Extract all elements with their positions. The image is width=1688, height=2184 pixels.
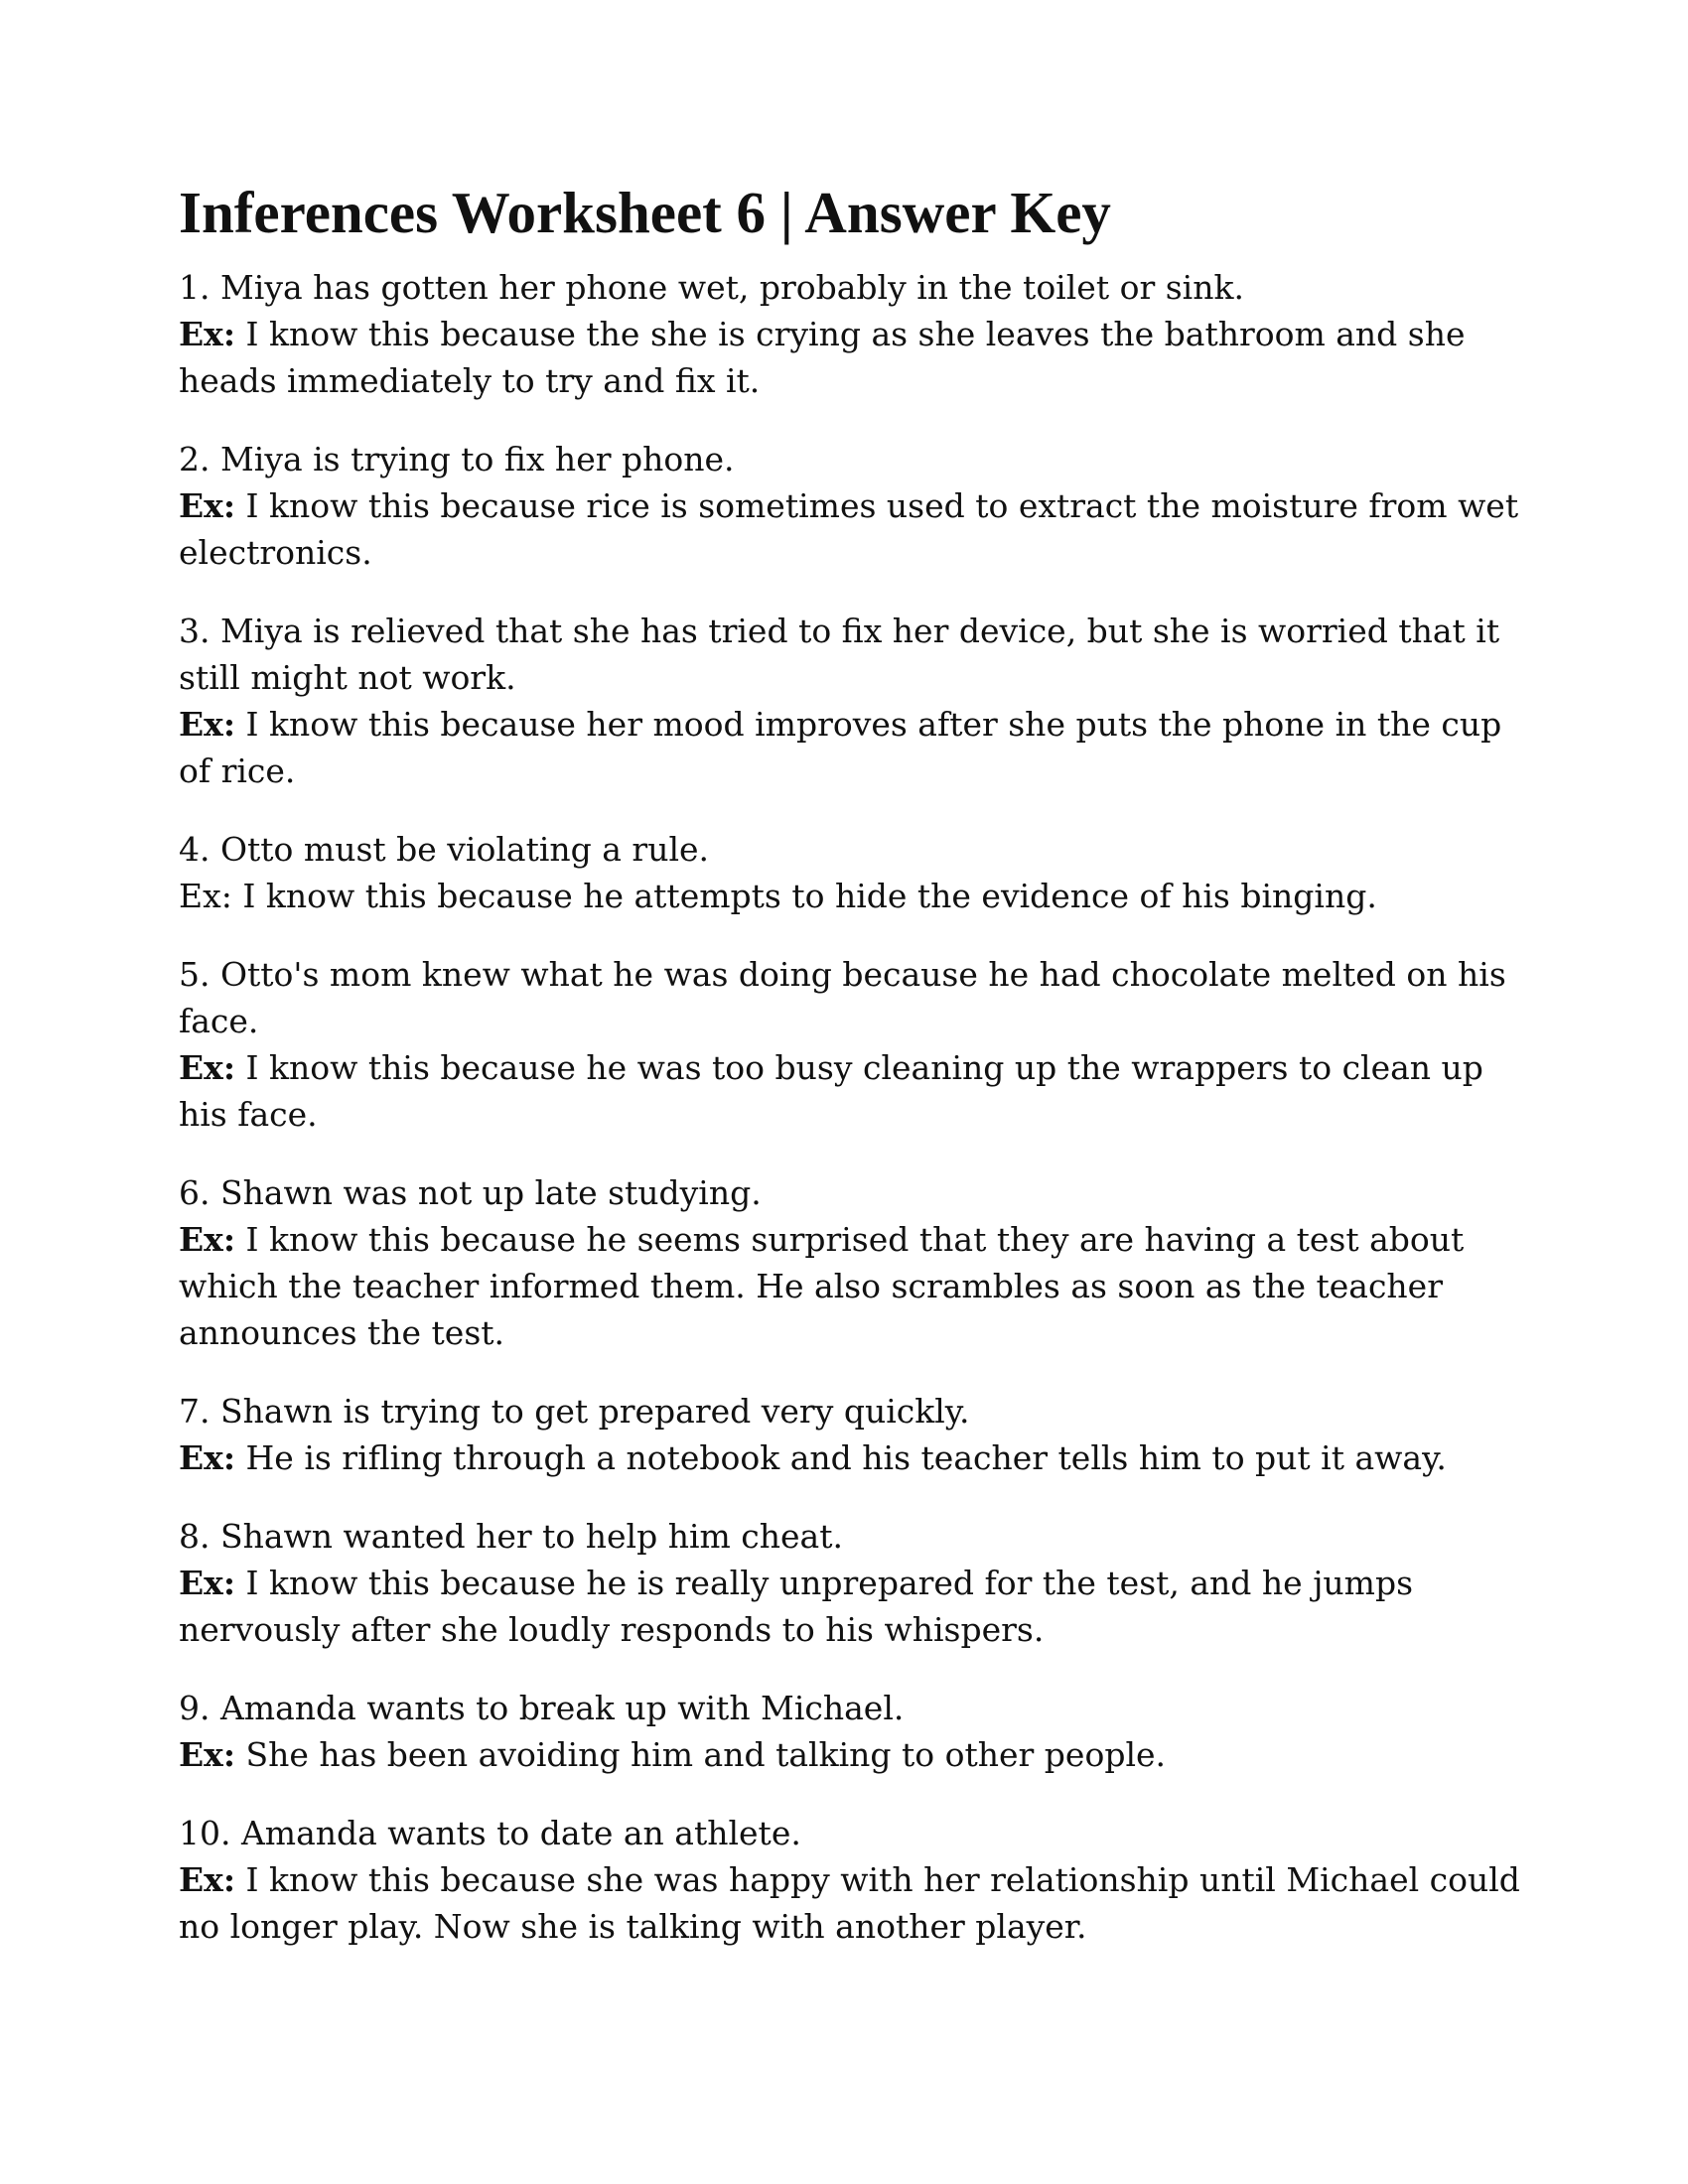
answer-item bbox=[179, 1685, 1529, 1778]
explanation-text: I know this because he is really unprepared for the test, and he jumps nervously after she loudly responds to his whispers. bbox=[179, 1564, 1414, 1649]
explanation-text: I know this because he was too busy cleaning up the wrappers to clean up his face. bbox=[179, 1048, 1483, 1134]
explanation-text: He is rifling through a notebook and his teacher tells him to put it away. bbox=[245, 1438, 1447, 1477]
ex-label: Ex: bbox=[179, 1860, 236, 1899]
explanation-text: I know this because she was happy with her relationship until Michael could no longer play. Now she is talking with another player. bbox=[179, 1860, 1520, 1946]
explanation-line bbox=[179, 482, 1529, 576]
answer-text: 3. Miya is relieved that she has tried to fix her device, but she is worried that it still might not work. bbox=[179, 612, 1500, 697]
answer-item bbox=[179, 1169, 1529, 1356]
answer-item bbox=[179, 1810, 1529, 1950]
answer-text: 4. Otto must be violating a rule. bbox=[179, 830, 710, 869]
ex-label: Ex: bbox=[179, 1438, 236, 1477]
answer-text: 9. Amanda wants to break up with Michael. bbox=[179, 1689, 905, 1727]
explanation-text: I know this because he attempts to hide the evidence of his binging. bbox=[242, 877, 1377, 915]
answer-item bbox=[179, 264, 1529, 404]
explanation-text: I know this because her mood improves after she puts the phone in the cup of rice. bbox=[179, 705, 1502, 790]
answer-list bbox=[179, 264, 1529, 1950]
explanation-line bbox=[179, 1216, 1529, 1356]
explanation-line bbox=[179, 1560, 1529, 1653]
explanation-line bbox=[179, 701, 1529, 794]
explanation-text: She has been avoiding him and talking to other people. bbox=[245, 1735, 1167, 1774]
answer-item bbox=[179, 608, 1529, 794]
answer-text: 1. Miya has gotten her phone wet, probably in the toilet or sink. bbox=[179, 268, 1244, 307]
answer-item bbox=[179, 826, 1529, 919]
explanation-text: I know this because rice is sometimes used to extract the moisture from wet electronics. bbox=[179, 486, 1519, 572]
explanation-line bbox=[179, 311, 1529, 404]
answer-item bbox=[179, 436, 1529, 576]
explanation-line bbox=[179, 1044, 1529, 1138]
ex-label: Ex: bbox=[179, 1048, 236, 1087]
explanation-line bbox=[179, 873, 1529, 919]
answer-item bbox=[179, 1513, 1529, 1653]
ex-label: Ex: bbox=[179, 486, 236, 525]
ex-label: Ex: bbox=[179, 1735, 236, 1774]
explanation-line bbox=[179, 1434, 1529, 1481]
ex-label: Ex: bbox=[179, 877, 232, 915]
answer-text: 8. Shawn wanted her to help him cheat. bbox=[179, 1517, 843, 1556]
answer-item bbox=[179, 1388, 1529, 1481]
answer-item bbox=[179, 951, 1529, 1138]
answer-text: 10. Amanda wants to date an athlete. bbox=[179, 1814, 801, 1852]
answer-text: 6. Shawn was not up late studying. bbox=[179, 1173, 762, 1212]
ex-label: Ex: bbox=[179, 315, 236, 353]
answer-text: 7. Shawn is trying to get prepared very quickly. bbox=[179, 1392, 970, 1431]
page-title: Inferences Worksheet 6 | Answer Key bbox=[179, 180, 1111, 245]
explanation-text: I know this because he seems surprised that they are having a test about which the teacher informed them. He also scrambles as soon as the teacher announces the test. bbox=[179, 1220, 1465, 1352]
answer-text: 5. Otto's mom knew what he was doing because he had chocolate melted on his face. bbox=[179, 955, 1506, 1040]
explanation-line bbox=[179, 1731, 1529, 1778]
explanation-line bbox=[179, 1856, 1529, 1950]
explanation-text: I know this because the she is crying as she leaves the bathroom and she heads immediately to try and fix it. bbox=[179, 315, 1466, 400]
ex-label: Ex: bbox=[179, 1220, 236, 1259]
answer-text: 2. Miya is trying to fix her phone. bbox=[179, 440, 735, 478]
worksheet-page bbox=[179, 177, 1529, 1981]
ex-label: Ex: bbox=[179, 705, 236, 744]
ex-label: Ex: bbox=[179, 1564, 236, 1602]
